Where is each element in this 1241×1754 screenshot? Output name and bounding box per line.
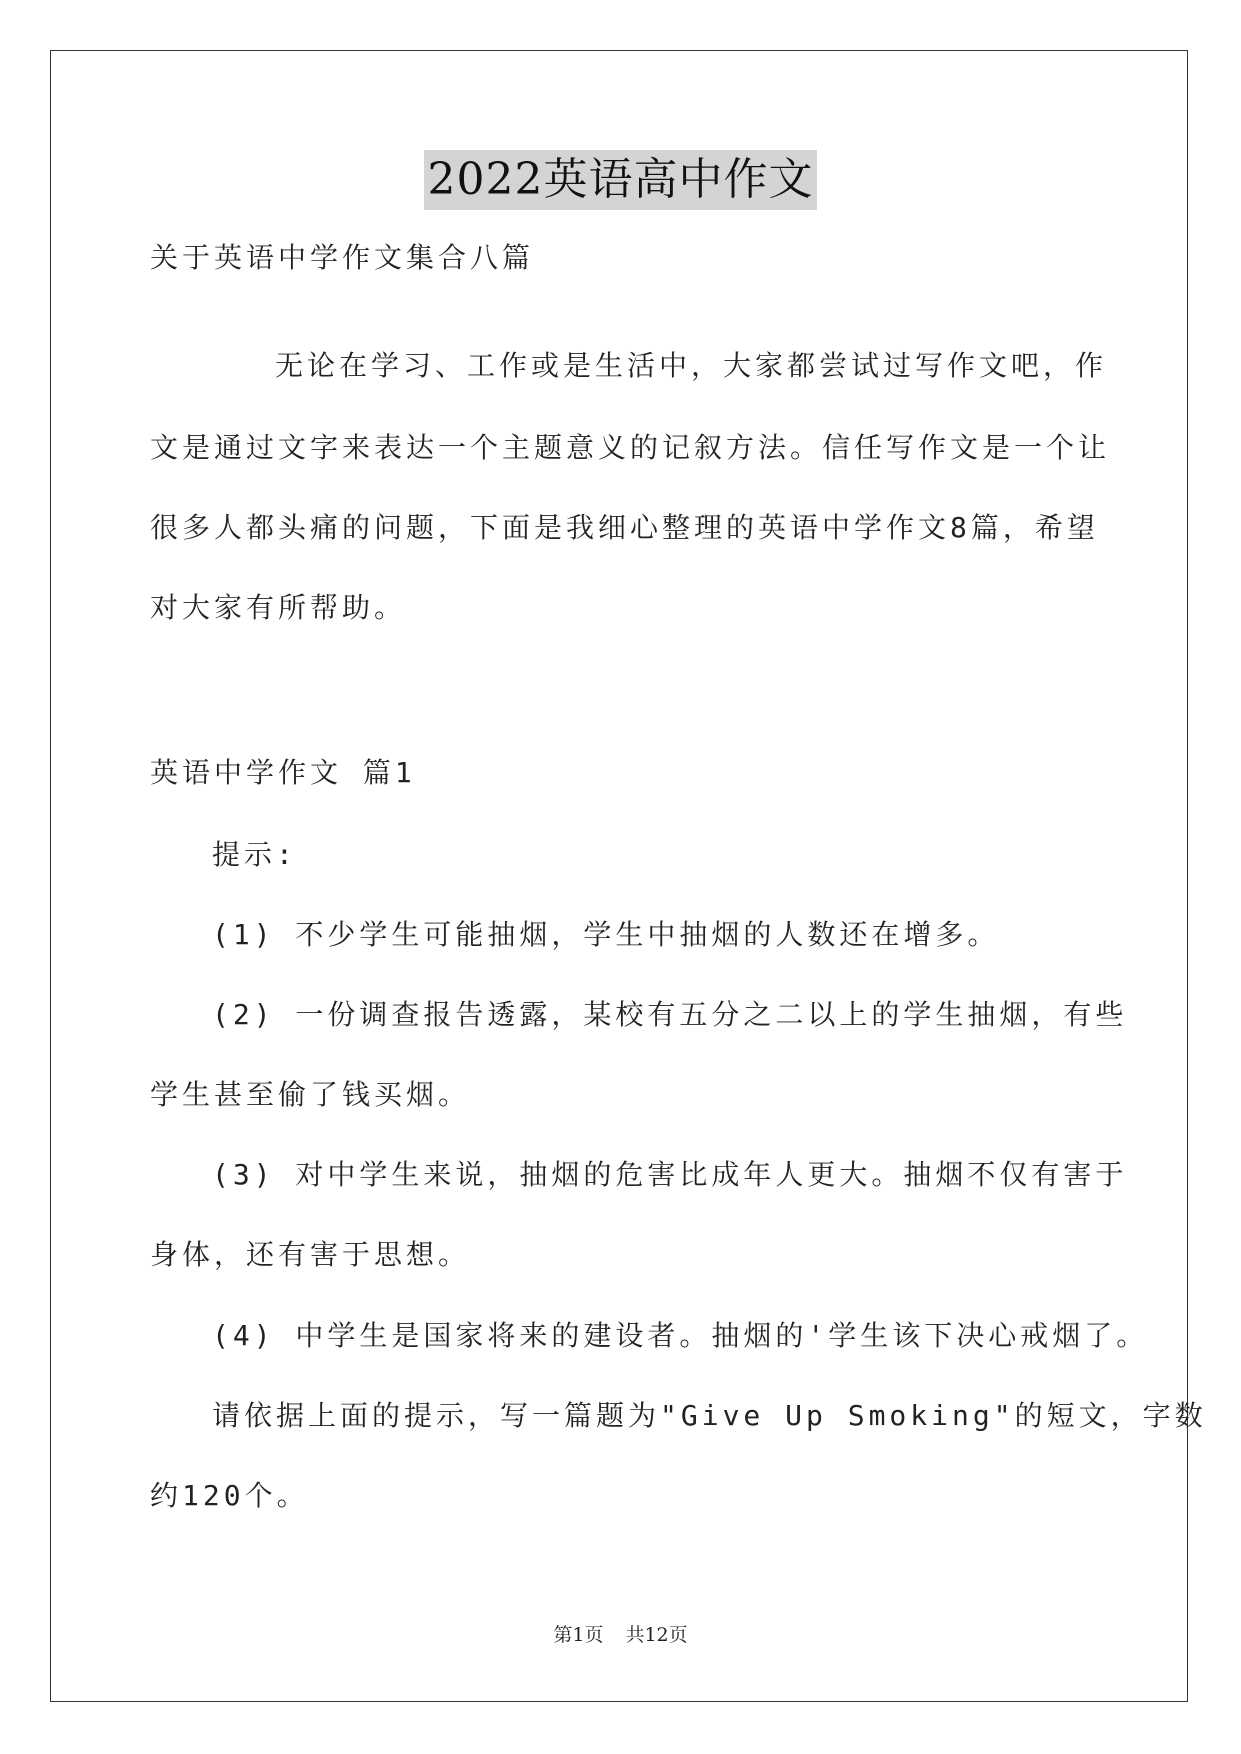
document-subtitle: 关于英语中学作文集合八篇 — [150, 241, 535, 274]
page-number-current: 第1页 — [553, 1624, 604, 1646]
document-title: 2022英语高中作文 — [424, 150, 818, 210]
hint-line: 约120个。 — [150, 1479, 309, 1512]
page-border — [50, 50, 1188, 1702]
hint-label: 提示: — [212, 838, 297, 871]
hint-line: (1) 不少学生可能抽烟，学生中抽烟的人数还在增多。 — [212, 918, 1000, 951]
hint-line: (3) 对中学生来说，抽烟的危害比成年人更大。抽烟不仅有害于 — [212, 1158, 1128, 1191]
page-number-total: 共12页 — [625, 1624, 688, 1646]
page-footer — [0, 1620, 1241, 1647]
intro-line: 很多人都头痛的问题，下面是我细心整理的英语中学作文8篇，希望 — [150, 511, 1099, 544]
intro-line: 对大家有所帮助。 — [150, 591, 407, 624]
intro-line: 文是通过文字来表达一个主题意义的记叙方法。信任写作文是一个让 — [150, 431, 1111, 464]
hint-line: (2) 一份调查报告透露，某校有五分之二以上的学生抽烟，有些 — [212, 998, 1128, 1031]
hint-line: 学生甚至偷了钱买烟。 — [150, 1078, 471, 1111]
hint-line: (4) 中学生是国家将来的建设者。抽烟的'学生该下决心戒烟了。 — [212, 1319, 1149, 1352]
hint-line: 请依据上面的提示，写一篇题为"Give Up Smoking"的短文，字数 — [212, 1399, 1207, 1432]
intro-line: 无论在学习、工作或是生活中，大家都尝试过写作文吧，作 — [275, 349, 1108, 382]
hint-line: 身体，还有害于思想。 — [150, 1238, 471, 1271]
title-container — [0, 150, 1241, 210]
section-heading: 英语中学作文 篇1 — [150, 756, 416, 789]
